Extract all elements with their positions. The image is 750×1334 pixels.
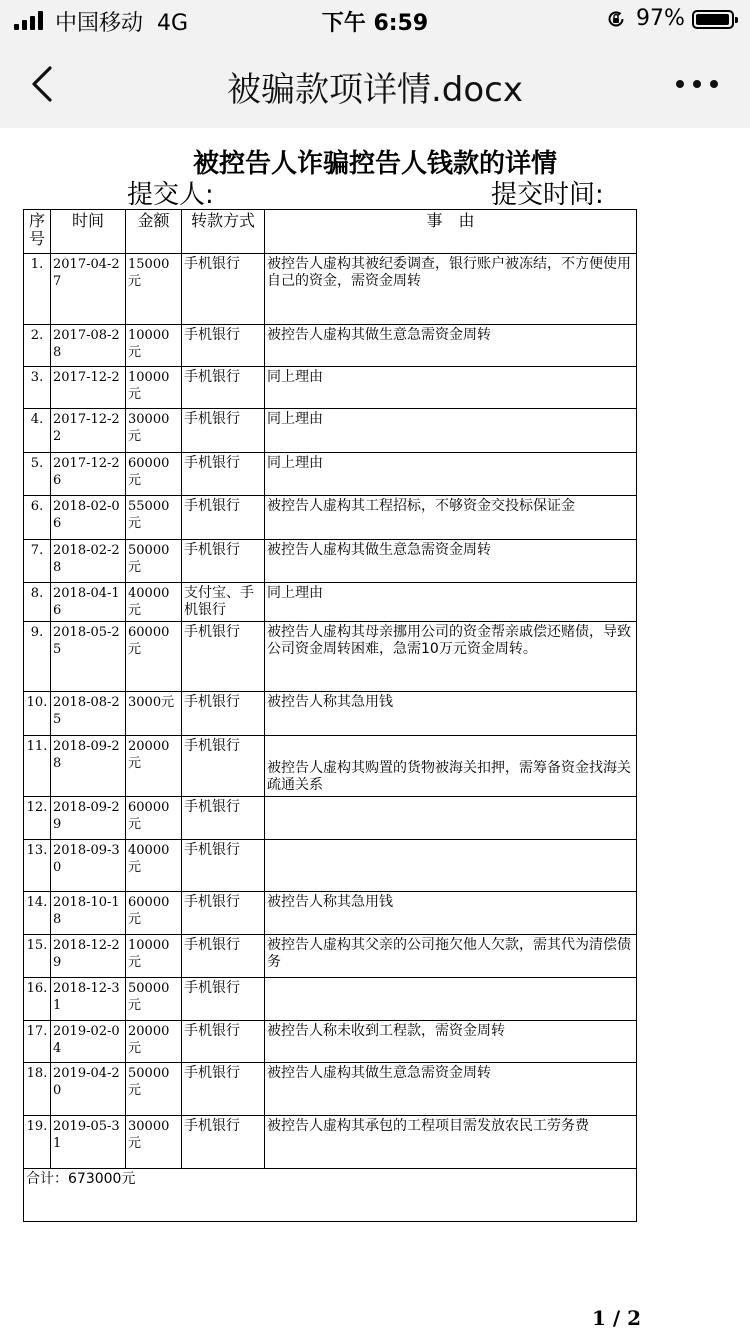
details-table [23,209,637,1222]
row-no: 19. [24,1116,51,1169]
row-amount: 10000元 [126,367,182,409]
row-amount: 10000元 [126,325,182,367]
row-amount: 60000元 [126,622,182,692]
row-date: 2019-02-04 [51,1021,126,1063]
row-amount: 20000元 [126,1021,182,1063]
row-no: 16. [24,978,51,1021]
document-title: 被控告人诈骗控告人钱款的详情 [192,149,557,179]
row-amount: 30000元 [126,409,182,453]
row-no: 1. [24,254,51,325]
row-method: 手机银行 [182,978,265,1021]
row-method: 手机银行 [182,840,265,892]
table-row [24,736,637,797]
row-no: 6. [24,496,51,540]
row-amount: 40000元 [126,583,182,622]
row-no: 10. [24,692,51,736]
row-method: 手机银行 [182,325,265,367]
submit-time-label: 提交时间: [491,180,604,210]
header-reason: 事 由 [265,210,637,254]
row-date: 2017-12-26 [51,453,126,496]
row-date: 2018-04-16 [51,583,126,622]
row-method: 手机银行 [182,1021,265,1063]
row-amount: 10000元 [126,935,182,978]
row-no: 12. [24,797,51,840]
row-method: 手机银行 [182,736,265,797]
row-method: 手机银行 [182,1116,265,1169]
row-no: 15. [24,935,51,978]
row-reason: 被控告人虚构其父亲的公司拖欠他人欠款，需其代为清偿债务 [265,935,637,978]
row-amount: 60000元 [126,453,182,496]
table-row [24,692,637,736]
table-row [24,453,637,496]
row-no: 18. [24,1063,51,1116]
table-total-row [24,1169,637,1222]
table-header-row [24,210,637,254]
row-date: 2018-09-30 [51,840,126,892]
table-row [24,496,637,540]
chevron-left-icon[interactable] [28,64,58,104]
row-no: 13. [24,840,51,892]
row-reason: 被控告人称其急用钱 [265,892,637,935]
row-reason: 被控告人虚构其母亲挪用公司的资金帮亲戚偿还赌债，导致公司资金周转困难，急需10万元资金周转。 [265,622,637,692]
row-date: 2018-12-29 [51,935,126,978]
row-date: 2018-05-25 [51,622,126,692]
row-reason [265,978,637,1021]
row-reason: 被控告人虚构其做生意急需资金周转 [265,1063,637,1116]
table-row [24,622,637,692]
row-reason: 被控告人虚构其做生意急需资金周转 [265,540,637,583]
row-reason: 被控告人称未收到工程款，需资金周转 [265,1021,637,1063]
row-no: 17. [24,1021,51,1063]
details-table-container [23,209,636,1222]
row-date: 2017-12-2 [51,367,126,409]
row-reason: 被控告人虚构其被纪委调查，银行账户被冻结，不方便使用自己的资金，需资金周转 [265,254,637,325]
header-date: 时间 [51,210,126,254]
row-date: 2018-09-29 [51,797,126,840]
row-no: 11. [24,736,51,797]
table-row [24,254,637,325]
battery-percent: 97% [636,6,685,31]
row-date: 2017-08-28 [51,325,126,367]
nav-bar [0,40,750,128]
header-no: 序号 [24,210,51,254]
page-indicator: 1 / 2 [592,1306,642,1330]
row-amount: 60000元 [126,892,182,935]
table-total: 合计：673000元 [24,1169,637,1222]
row-method: 手机银行 [182,935,265,978]
status-bar [0,0,750,40]
row-reason [265,840,637,892]
row-method: 手机银行 [182,692,265,736]
row-date: 2018-08-25 [51,692,126,736]
table-row [24,583,637,622]
row-no: 14. [24,892,51,935]
row-method: 手机银行 [182,496,265,540]
table-row [24,892,637,935]
page-title: 被骗款项详情.docx [226,70,523,110]
table-row [24,978,637,1021]
table-row [24,797,637,840]
table-row [24,409,637,453]
row-amount: 50000元 [126,540,182,583]
row-amount: 50000元 [126,1063,182,1116]
row-no: 5. [24,453,51,496]
row-method: 手机银行 [182,892,265,935]
row-no: 7. [24,540,51,583]
row-method: 支付宝、手机银行 [182,583,265,622]
row-amount: 40000元 [126,840,182,892]
status-time: 下午 6:59 [321,11,429,36]
row-amount: 55000元 [126,496,182,540]
row-date: 2018-09-28 [51,736,126,797]
row-amount: 20000元 [126,736,182,797]
table-row [24,1116,637,1169]
row-date: 2017-04-27 [51,254,126,325]
row-method: 手机银行 [182,453,265,496]
table-row [24,840,637,892]
row-date: 2019-04-20 [51,1063,126,1116]
header-amount: 金额 [126,210,182,254]
row-amount: 30000元 [126,1116,182,1169]
row-reason: 同上理由 [265,367,637,409]
carrier-name: 中国移动 [55,11,144,36]
row-method: 手机银行 [182,367,265,409]
row-date: 2019-05-31 [51,1116,126,1169]
table-row [24,935,637,978]
row-reason: 被控告人虚构其承包的工程项目需发放农民工劳务费 [265,1116,637,1169]
table-row [24,1063,637,1116]
table-row [24,325,637,367]
row-date: 2018-12-31 [51,978,126,1021]
header-method: 转款方式 [182,210,265,254]
more-horizontal-icon[interactable] [672,76,722,92]
table-row [24,367,637,409]
row-reason: 被控告人称其急用钱 [265,692,637,736]
row-amount: 50000元 [126,978,182,1021]
row-amount: 15000元 [126,254,182,325]
row-date: 2018-02-06 [51,496,126,540]
row-no: 9. [24,622,51,692]
row-reason: 同上理由 [265,583,637,622]
row-method: 手机银行 [182,409,265,453]
row-method: 手机银行 [182,254,265,325]
submitter-label: 提交人: [127,180,214,210]
row-no: 3. [24,367,51,409]
table-row [24,540,637,583]
row-reason [265,797,637,840]
row-reason: 同上理由 [265,409,637,453]
row-method: 手机银行 [182,1063,265,1116]
row-no: 8. [24,583,51,622]
row-method: 手机银行 [182,540,265,583]
row-date: 2018-10-18 [51,892,126,935]
rotation-lock-icon [606,9,626,29]
row-amount: 60000元 [126,797,182,840]
row-no: 4. [24,409,51,453]
row-date: 2017-12-22 [51,409,126,453]
row-amount: 3000元 [126,692,182,736]
row-method: 手机银行 [182,797,265,840]
row-no: 2. [24,325,51,367]
row-date: 2018-02-28 [51,540,126,583]
battery-icon [692,10,734,29]
row-reason: 被控告人虚构其购置的货物被海关扣押，需筹备资金找海关疏通关系 [265,736,637,797]
row-reason: 被控告人虚构其做生意急需资金周转 [265,325,637,367]
row-reason: 被控告人虚构其工程招标，不够资金交投标保证金 [265,496,637,540]
table-row [24,1021,637,1063]
row-reason: 同上理由 [265,453,637,496]
row-method: 手机银行 [182,622,265,692]
network-type: 4G [157,11,189,36]
